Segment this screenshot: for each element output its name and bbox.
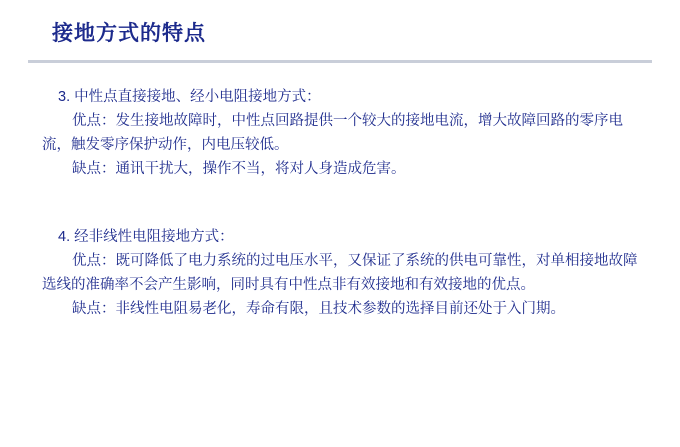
content-block-3 [42,86,642,182]
slide-body [42,86,642,348]
block-paragraph-advantages: 优点：既可降低了电力系统的过电压水平，又保证了系统的供电可靠性，对单相接地故障选线的准确率不会产生影响，同时具有中性点非有效接地和有效接地的优点。 [42,253,638,293]
block-spacer [42,208,642,226]
title-divider [28,60,652,63]
block-paragraph-disadvantages: 缺点：非线性电阻易老化，寿命有限，且技术参数的选择目前还处于入门期。 [72,301,565,318]
page-title: 接地方式的特点 [52,22,206,45]
block-heading: 4. 经非线性电阻接地方式： [58,228,234,245]
block-heading: 3. 中性点直接接地、经小电阻接地方式： [58,89,321,105]
content-block-4 [42,226,642,322]
block-paragraph-advantages: 优点：发生接地故障时，中性点回路提供一个较大的接地电流，增大故障回路的零序电流，触发零序保护动作，内电压较低。 [42,113,623,153]
block-paragraph-disadvantages: 缺点：通讯干扰大，操作不当，将对人身造成危害。 [72,161,406,178]
